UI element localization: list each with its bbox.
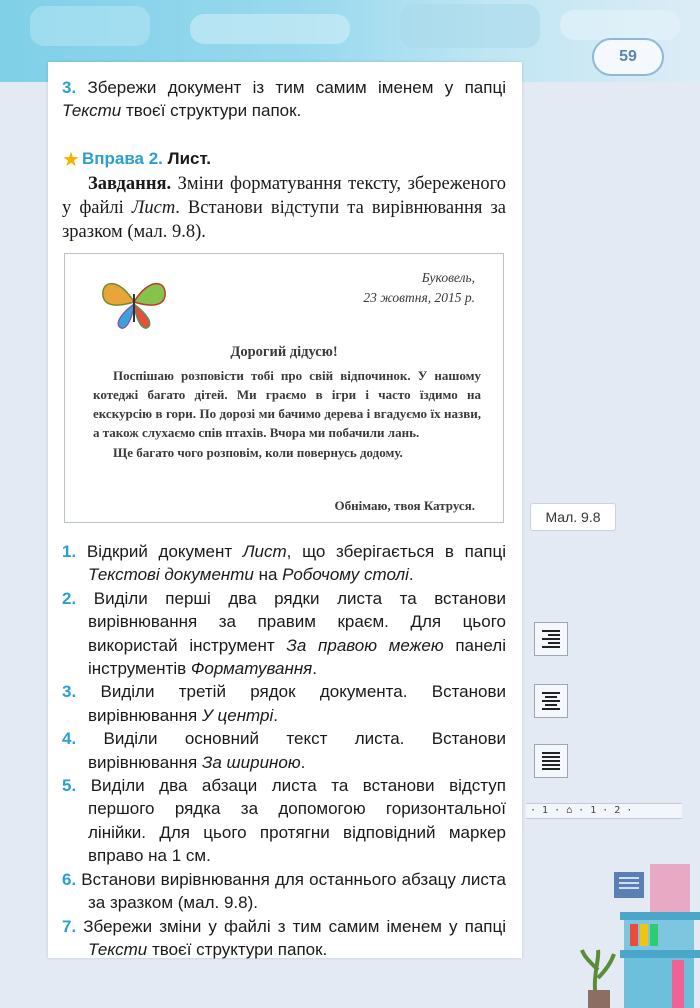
letter-date: 23 жовтня, 2015 р.: [363, 290, 475, 305]
letter-header: [363, 268, 475, 308]
list-item: 4. Виділи основний текст листа. Встанови вирівнювання За шириною.: [62, 729, 506, 772]
align-right-icon: [540, 628, 562, 650]
align-justify-button[interactable]: [534, 744, 568, 778]
exercise-heading: ★ Вправа 2. Лист.: [62, 149, 212, 171]
list-item: 5. Виділи два абзаци листа та встанови відступ першого рядка за допомогою горизонтальної лінійки. Для цього протягни відповідний маркер вправо на 1 см.: [62, 776, 506, 866]
align-right-button[interactable]: [534, 622, 568, 656]
figure-caption: Мал. 9.8: [530, 503, 616, 531]
letter-greeting: Дорогий дідусю!: [230, 344, 338, 360]
align-justify-icon: [540, 750, 562, 772]
list-item-3-top: 3. Збережи документ із тим самим іменем у папці Тексти твоєї структури папок.: [62, 78, 506, 120]
page-number-badge: [592, 38, 664, 76]
letter-paragraph-2: Ще багато чого розповім, коли повернусь додому.: [113, 445, 403, 460]
horizontal-ruler[interactable]: [526, 803, 682, 819]
list-item: 1. Відкрий документ Лист, що зберігається в папці Текстові документи на Робочому столі.: [62, 542, 507, 585]
steps-list: [62, 540, 506, 961]
exercise-task: Завдання. Зміни форматування тексту, збереженого у файлі Лист. Встанови відступи та вирівнювання за зразком (мал. 9.8).: [62, 174, 506, 242]
page-number: 59: [619, 48, 637, 65]
list-item: 6. Встанови вирівнювання для останнього абзацу листа за зразком (мал. 9.8).: [62, 869, 506, 913]
list-item: 7. Збережи зміни у файлі з тим самим іменем у папці Тексти твоєї структури папок.: [62, 916, 506, 959]
letter-signature: Обнімаю, твоя Катруся.: [334, 498, 475, 513]
align-center-icon: [540, 690, 562, 712]
letter-sample-figure: [64, 253, 504, 523]
list-item: 2. Виділи перші два рядки листа та встанови вирівнювання за правим краєм. Для цього використай інструмент За правою межею панелі інструментів Форматування.: [62, 588, 506, 679]
list-item: 3. Виділи третій рядок документа. Встанови вирівнювання У центрі.: [62, 682, 506, 725]
ruler-icon: · 1 · ⌂ · 1 · 2 ·: [530, 805, 633, 816]
letter-body: [93, 366, 481, 462]
letter-place: Буковель,: [421, 270, 475, 285]
letter-paragraph-1: Поспішаю розповісти тобі про свій відпочинок. У нашому котеджі багато дітей. Ми граємо в ігри і часто їздимо на екскурсію в гори. По дорозі ми бачимо дерева і вгадуємо їх назви, а також слухаємо спів птахів. Вчора ми побачили лань.: [93, 368, 481, 440]
star-icon: ★: [62, 149, 80, 171]
align-center-button[interactable]: [534, 684, 568, 718]
bookshelf-illustration: [580, 860, 700, 1008]
butterfly-icon: [99, 272, 169, 332]
